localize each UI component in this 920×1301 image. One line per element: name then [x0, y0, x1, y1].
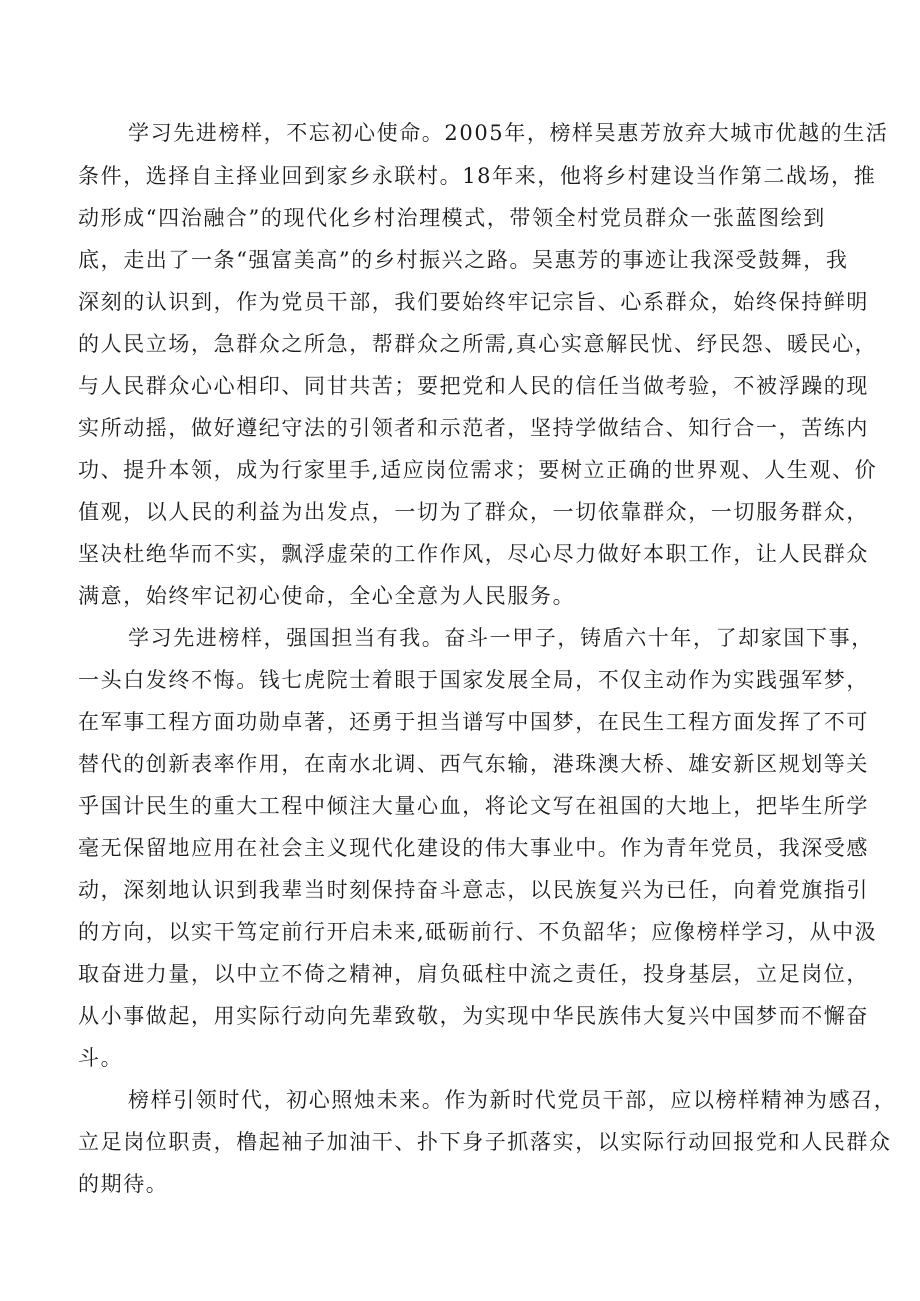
text-line: 学习先进榜样，强国担当有我。奋斗一甲子，铸盾六十年，了却家国下事， — [128, 626, 874, 650]
text-line: 深刻的认识到，作为党员干部，我们要始终牢记宗旨、心系群众，始终保持鲜明 — [78, 290, 869, 314]
text-line: 在军事工程方面功勋卓著，还勇于担当谱写中国梦，在民生工程方面发挥了不可 — [78, 710, 869, 734]
text-line: 动形成“四治融合”的现代化乡村治理模式，带领全村党员群众一张蓝图绘到 — [78, 206, 826, 230]
text-line: 动，深刻地认识到我辈当时刻保持奋斗意志，以民族复兴为已任，向着党旗指引 — [78, 878, 869, 902]
text-line: 斗。 — [78, 1046, 124, 1070]
text-line: 的人民立场，急群众之所急，帮群众之所需,真心实意解民忧、纾民怨、暖民心， — [78, 332, 878, 356]
text-line: 学习先进榜样，不忘初心使命。2005年，榜样吴惠芳放弃大城市优越的生活 — [128, 121, 889, 145]
text-line: 满意，始终牢记初心使命，全心全意为人民服务。 — [78, 584, 576, 608]
text-line: 与人民群众心心相印、同甘共苦；要把党和人民的信任当做考验，不被浮躁的现 — [78, 374, 869, 398]
text-line: 条件，选择自主择业回到家乡永联村。18年来，他将乡村建设当作第二战场，推 — [78, 164, 877, 188]
text-line: 的方向，以实干笃定前行开启未来,砥砺前行、不负韶华；应像榜样学习，从中汲 — [78, 920, 878, 944]
text-line: 一头白发终不悔。钱七虎院士着眼于国家发展全局，不仅主动作为实践强军梦， — [78, 668, 869, 692]
text-line: 底，走出了一条“强富美高”的乡村振兴之路。吴惠芳的事迹让我深受鼓舞，我 — [78, 248, 849, 272]
text-line: 毫无保留地应用在社会主义现代化建设的伟大事业中。作为青年党员，我深受感 — [78, 836, 869, 860]
text-line: 乎国计民生的重大工程中倾注大量心血，将论文写在祖国的大地上，把毕生所学 — [78, 794, 869, 818]
text-line: 取奋进力量，以中立不倚之精神，肩负砥柱中流之责任，投身基层，立足岗位， — [78, 962, 869, 986]
text-line: 坚决杜绝华而不实，飘浮虚荣的工作作风，尽心尽力做好本职工作，让人民群众 — [78, 542, 869, 566]
text-line: 的期待。 — [78, 1172, 169, 1196]
text-line: 从小事做起，用实际行动向先辈致敬，为实现中华民族伟大复兴中国梦而不懈奋 — [78, 1004, 869, 1028]
text-line: 榜样引领时代，初心照烛未来。作为新时代党员干部，应以榜样精神为感召， — [128, 1088, 897, 1112]
text-line: 功、提升本领，成为行家里手,适应岗位需求；要树立正确的世界观、人生观、价 — [78, 458, 878, 482]
text-line: 实所动摇，做好遵纪守法的引领者和示范者，坚持学做结合、知行合一，苦练内 — [78, 416, 869, 440]
text-line: 替代的创新表率作用，在南水北调、西气东输，港珠澳大桥、雄安新区规划等关 — [78, 752, 869, 776]
text-line: 立足岗位职责，橹起袖子加油干、扑下身子抓落实，以实际行动回报党和人民群众 — [78, 1130, 892, 1154]
text-line: 值观，以人民的利益为出发点，一切为了群众，一切依靠群众，一切服务群众， — [78, 500, 869, 524]
